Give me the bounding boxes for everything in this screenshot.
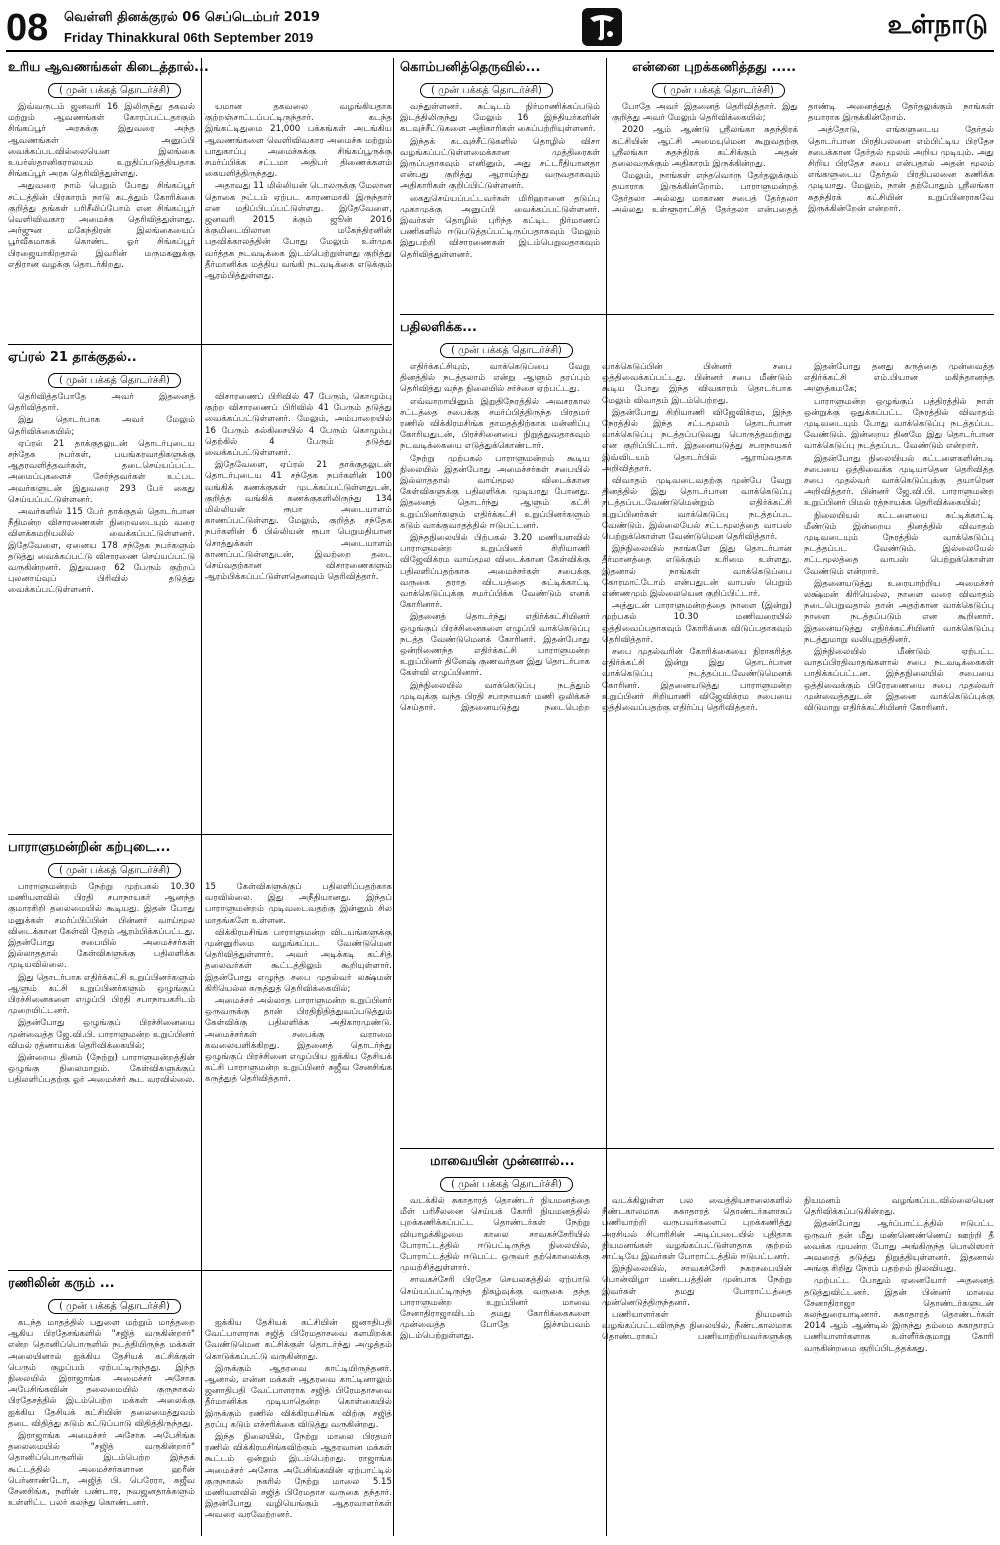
paragraph: இதேவேளை, ஏப்ரல் 21 தாக்குதலுடன் தொடர்புடைய 41 சந்தேக நபர்களின் 100 வங்கிக் கணக்குகள் முடக்கப்பட்டுள்ளதுடன், குறித்த வங்கிக் கணக்குகளிலிருந்து 134 மில்லியன் ரூபா அடையாளம் காணப்பட்டுள்ளது. மேலும், குறித்த சந்தேக நபர்களின் 6 பில்லியன் ரூபா பெறுமதியான சொத்துக்கள் அடையாளம் காணப்பட்டுள்ளதுடன், இவற்றை தடை செய்வதற்கான விசாரணைகளும் ஆரம்பிக்கப்பட்டுள்ளதெனவும் தெரிவித்தார்.: [205, 460, 392, 583]
paragraph: நிலையியல் கட்டளையை சுட்டிக்காட்டி மீண்டும் இன்றைய தினத்தில் விவாதம் முடிவடையும் நேரத்தில் வாக்கெடுப்பு நடத்தப்பட வேண்டும். இல்லையேல் சட்டமூலத்தை வாபஸ் பெற்றுக்கொள்ள வேண்டும் என்றார்.: [804, 510, 994, 577]
thinakkural-logo-icon: [582, 8, 622, 46]
paragraph: கைதுசெய்யப்பட்டவர்கள் மிரிஹானை தடுப்பு முகாமுக்கு அனுப்பி வைக்கப்பட்டுள்ளனர். இவர்கள் தொழில் புரிந்த கட்டிட நிர்மாணப் பணிகளில் ஈடுபடுத்தப்பட்டிருப்பதாகவும் மேலும் இதுபற்றி விசாரணைகள் இடம்பெறுவதாகவும் தெரிவித்துள்ளனர்.: [400, 193, 600, 260]
paragraph: நேற்று முற்பகல் பாராளுமன்றம் கூடிய நிலையில் இதன்போது அமைச்சர்கள் சபையில் இல்லாததால் வாய்மூல விடைக்கான கேள்விகளுக்கு பதிலளிக்க முடியாது போனது. இதனைத் தொடர்ந்து ஆளும் கட்சி உறுப்பினர்களும் எதிர்க்கட்சி உறுப்பினர்களும் கடும் வாக்குவாதத்தில் ஈடுபட்டனர்.: [400, 453, 590, 531]
paragraph: இந்நிலையில் நாங்களே இது தொடர்பான தீர்மானத்தை எடுக்கும் உரிமை உள்ளது. இதனால் நாங்கள் வாக்கெடுப்பை கோரமாட்டோம் என்பதுடன் வாபஸ் பெறும் எண்ணமும் இல்லையென குறிப்பிட்டார்.: [602, 544, 792, 600]
paragraph: அதுவரை நாம் பெறும் போது சிங்கப்பூர் சட்டத்தின் பிரகாரம் நாடு கடத்தும் கோரிக்கை குறித்து தங்கள் பரிசீலிப்போம் என சிங்கப்பூர் வெளிவிவகார அமைச்சு தெரிவித்துள்ளது. அர்ஜுன மகேந்திரன் இலங்கையைப் பூர்வீகமாகக் கொண்ட ஓர் சிங்கப்பூர் பிரஜையாகிறதால் இவரின் மருமகனுக்கு எதிரான வழக்கு தொடர்கிறது.: [8, 181, 195, 270]
paragraph: ஏப்ரல் 21 தாக்குதலுடன் தொடர்புடைய சந்தேக நபர்கள், பயங்கரவாதிகளுக்கு ஆதரவளித்தவர்கள், தடைசெய்யப்பட்ட அமைப்புகளைச் சேர்ந்தவர்கள் உட்பட அவர்களுடன் இதுவரை 293 பேர் கைது செய்யப்பட்டுள்ளனர்.: [8, 438, 195, 505]
paragraph: தெரிவித்தபோதே அவர் இதனைத் தெரிவித்தார்.: [8, 392, 195, 414]
paragraph: விசாரணைப் பிரிவில் 47 பேரும், கொழும்பு குற்ற விசாரணைப் பிரிவில் 41 பேரும் தடுத்து வைக்கப்பட்டுள்ளனர். மேலும், அம்பாறையில் 16 பேரும் கல்கிசையில் 4 பேரும் கொழும்பு தெற்கில் 4 பேரும் தடுத்து வைக்கப்பட்டுள்ளனர்.: [205, 392, 392, 459]
paragraph: இந்த நிலையில், நேற்று மாலை பிரதமர் ரணில் விக்கிரமசிங்கவிற்கும் ஆதரவான மக்கள் கூட்டம் ஒன்றும் இடம்பெற்றது. ராஜாங்க அமைச்சர் அசோக அபேசிங்கவின் ஏற்பாட்டில் குருநாகல் நகரில் நேற்று மாலை 5.15 மணியளவில் சஜித் பிரேமதாச வருகை தந்தார். இதன்போது வழியெங்கும் ஆதரவாளர்கள் அவரை வரவேற்றனர்.: [205, 1432, 392, 1521]
paragraph: மேலும், நாங்கள் எந்தவொரு தேர்தலுக்கும் தயாராக இருக்கின்றோம். பாராளுமன்றத் தேர்தலா அல்லது மாகாண சபைத் தேர்தலா அல்லது உள்ளூராட்சித் தேர்தலா என்பதைத் தாண்டி அனைத்துத் தேர்தலுக்கும் நாங்கள் தயாராக இருக்கின்றோம்.: [612, 102, 994, 215]
paragraph: வடக்கிலுள்ள பல வைத்தியசாலைகளில் நீண்டகாலமாக சுகாதாரத் தொண்டர்களாகப் பணியாற்றி வருபவர்களைப் புறக்கணித்து அரசியல் சிபாரிசின் அடிப்படையில் புதிதாக நியமனங்கள் வழங்கப்பட்டுள்ளதாக குற்றம் சாட்டியே இவர்கள் போராட்டத்தில் ஈடுபட்டனர்.: [602, 1196, 792, 1263]
column-rule: [393, 58, 394, 1536]
continued-label: ( முன் பக்கத் தொடர்ச்சி): [420, 83, 553, 98]
paragraph: யமான தகவலை வழங்கியதாக குற்றஞ்சாட்டப்பட்டிருந்தார். கடந்த இங்கட்டிதுமை 21,000 பக்கங்கள் அடங்கிய ஆவணங்களை வெளிவிவகார அமைச்சு மற்றும் பாதுகாப்பு அமைச்சுக்கு சிங்கப்பூருக்கு சமர்ப்பிக்க சட்டமா அதிபர் திணைக்களம் கையளித்திருந்தது.: [205, 102, 392, 180]
continued-label: ( முன் பக்கத் தொடர்ச்சி): [440, 343, 573, 358]
paragraph: இந்தக் கடவுச்சீட்டுகளில் தொழில் விசா வழங்கப்பட்டுள்ளமைக்கான முத்திரைகள் இருப்பதாகவும் எனினும், அது சட்டரீதியானதா என்பது குறித்து ஆராய்ந்து வருவதாகவும் அதிகாரிகள் குறிப்பிட்டுள்ளனர்.: [400, 136, 600, 192]
paragraph: 2020 ஆம் ஆண்டு ஸ்ரீலங்கா சுதந்திரக் கட்சியின் ஆட்சி அமையுமென கூறுவதற்கு ஸ்ரீலங்கா சுதந்திரக் கட்சிக்கும் அதன் தலைவருக்கும் அதிகாரம் இருக்கின்றது.: [612, 125, 798, 170]
continued-label: ( முன் பக்கத் தொடர்ச்சி): [48, 83, 181, 98]
paragraph: இது தொடர்பாக எதிர்க்கட்சி உறுப்பினர்களும் ஆளும் கட்சி உறுப்பினர்களும் ஒழுங்குப் பிரச்சினைகளை எழுப்பி பிரதி சபாநாயகரிடம் முறையிட்டனர்.: [8, 972, 195, 1017]
article-ennai: [612, 60, 994, 310]
article-april21: [8, 350, 392, 832]
paragraph: எதிர்க்கட்சியும், வாக்கெடுப்பை வேறு தினத்தில் நடத்தலாம் என்று ஆளும் தரப்பும் தெரிவித்து வந்த நிலையில் சர்ச்சை ஏற்பட்டது.: [400, 362, 590, 395]
paragraph: அமைச்சர் அல்லாத பாராளுமன்ற உறுப்பினர் ஒருவருக்கு தான் பிரதிநிதித்துவப்படுத்தும் கேள்விக்கு பதிலளிக்க அதிகாரமுண்டு. அமைச்சர்கள் சபைக்கு வராமை கவலையளிக்கிறது. இதனைத் தொடர்ந்து ஒழுங்குப் பிரச்சினை எழுப்பிய ஐக்கிய தேசியக் கட்சி பாராளுமன்ற உறுப்பினர் சுஜீவ சேனசிங்க கருத்துத் தெரிவித்தார்.: [205, 996, 392, 1085]
paragraph: வடக்கில் சுகாதாரத் தொண்டர் நியமனத்தை மீள் பரிசீலனை செய்யக் கோரி நியமனத்தில் புறக்கணிக்கப்பட்ட தொண்டர்கள் நேற்று வியாழக்கிழமை காலை சாவகச்சேரியில் போராட்டத்தில் ஈடுபட்டிருந்த நிலையில், போராட்டத்தில் ஈடுபட்ட ஒருவர் தற்கொலைக்கு முயற்சித்துள்ளார்.: [400, 1196, 590, 1274]
continued-label: ( முன் பக்கத் தொடர்ச்சி): [440, 1177, 573, 1192]
article-body: [400, 102, 600, 261]
paragraph: முற்பட்ட போதும் ஏனையோர் அதனைத் தடுத்துவிட்டனர். இதன் பின்னர் மாவை சேனாதிராஜா தொண்டர்களுடன் கலந்துரையாடினார். சுகாதாரத் தொண்டர்கள் 2014 ஆம் ஆண்டில் இருந்து தம்மை சுகாதாரப் பணியாளர்களாக உள்ளீர்க்குமாறு கோரி வருகின்றமை குறிப்பிடத்தக்கது.: [804, 1276, 994, 1354]
paragraph: அத்துடன் பாராளுமன்றத்தை நாளை (இன்று) முற்பகல் 10.30 மணிவரையில் ஒத்திவைப்பதாகவும் கோரிக்கை விடுப்பதாகவும் தெரிவித்தார்.: [602, 601, 792, 645]
article-body: [8, 1318, 392, 1522]
article-maavai: [400, 1154, 994, 1538]
paragraph: விக்கிரமசிங்க பாராளுமன்ற விடயங்களுக்கு முன்னுரிமை வழங்கப்பட வேண்டுமென தெரிவித்துள்ளார். அவர் அடிக்கடி கட்சித் தலைவர்கள் கூட்டத்திலும் கூறியுள்ளார். இதன்போது எழுந்த சபை முதல்வர் லக்ஷ்மன் கிரியெல்ல கருத்துத் தெரிவிக்கையில்;: [205, 927, 392, 994]
paragraph: அவர்களில் 115 பேர் தாக்குதல் தொடர்பான நீதிமன்ற விசாரணைகள் நிறைவடையும் வரை விளக்கமறியலில் வைக்கப்பட்டுள்ளனர். இதேவேளை, ஏனைய 178 சந்தேக நபர்களும் தடுத்து வைக்கப்பட்டு விசாரணை செய்யப்பட்டு வருகின்றனர். இதுவரை 62 பேரும் குற்றப் புலனாய்வுப் பிரிவில் தடுத்து வைக்கப்பட்டுள்ளனர்.: [8, 507, 195, 596]
paragraph: இதன்போது ஆர்ப்பாட்டத்தில் ஈடுபட்ட ஒருவர் தன் மீது மண்ணெண்ணெய் ஊற்றி தீ வைக்க முயன்ற போது அங்கிருந்த பொலிஸார் அவரைத் தடுத்து நிறுத்தியுள்ளனர். இதனால் அங்கு சிறிது நேரம் பதற்றம் நிலவியது.: [804, 1219, 994, 1275]
paragraph: இதனையடுத்து உரையாற்றிய அமைச்சர் லக்ஷ்மன் கிரியெல்ல, நாளை வரை விவாதம் நடைபெறுவதால் தான் அதற்கான வாக்கெடுப்பு நாளை நடத்தப்படும் என கூறினார். இதனையடுத்து எதிர்க்கட்சியினர் வாக்கெடுப்பு நடத்துமாறு வலியுறுத்தினர்.: [804, 578, 994, 645]
paragraph: இந்நிலையில் வாக்கெடுப்பு நடத்தும் முடிவுக்கு வந்த பிரதி சபாநாயகர் மணி ஒலிக்கச் செய்தார். இதனையடுத்து நடைபெற்ற வாக்கெடுப்பின் பின்னர் சபை ஒத்திவைக்கப்பட்டது. பின்னர் சபை மீண்டும் கூடிய போது இந்த விவகாரம் தொடர்பாக மேலும் விவாதம் இடம்பெற்றது.: [400, 362, 792, 714]
article-body: [400, 1196, 994, 1355]
paragraph: விவாதம் முடிவடைவதற்கு முன்பே வேறு தினத்தில் இது தொடர்பான வாக்கெடுப்பு நடத்தப்படவேண்டுமென்றும் எதிர்க்கட்சி உறுப்பினர்கள் வாக்கெடுப்பு நடத்தப்பட வேண்டும். இல்லையேல் சட்டமூலத்தை வாபஸ் பெற்றுக்கொள்ள வேண்டுமென தெரிவித்தார்.: [602, 476, 792, 543]
article-body: [8, 392, 392, 597]
continued-label: ( முன் பக்கத் தொடர்ச்சி): [48, 373, 181, 388]
headline: ரணிலின் கரும் ...: [8, 1276, 115, 1291]
paragraph: இராஜாங்க அமைச்சர் அசோக அபேசிங்க தலைமையில் "சஜித் வருகின்றார்" தொனிப்பொருளில் இடம்பெற்ற இந்தக் கூட்டத்தில் அமைச்சர்களான ஹரீன் பெர்னாண்டோ, அஜித் பி. பெரேரா, சுஜீவ சேனசிங்க, நளின் பண்டார, நவஜனதாக்களும் உள்ளிட்ட பலர் கலந்து கொண்டனர்.: [8, 1431, 195, 1509]
paragraph: பாராளுமன்றம் நேற்று முற்பகல் 10.30 மணியளவில் பிரதி சபாநாயகர் ஆனந்த குமாரசிறி தலைமையில் கூடியது. இதன் போது மனுக்கள் சமர்ப்பிப்பின் பின்னர் வாய்மூல விடைக்கான கேள்வி நேரம் ஆரம்பிக்கப்பட்டது. இதன்போது சபையில் அமைச்சர்கள் இல்லாததால் கேள்விகளுக்கு பதிலளிக்க முடியவில்லை.: [8, 882, 195, 971]
paragraph: போதே அவர் இதனைத் தெரிவித்தார். இது குறித்து அவர் மேலும் தெரிவிக்கையில்;: [612, 102, 798, 124]
paragraph: இன்றைய தினம் (நேற்று) பாராளுமன்றத்தின் ஒழுங்கு நிலைமாறும். கேள்விகளுக்குப் பதிலளிப்பதற்கு ஓர் அமைச்சர் கூட வரவில்லை. 15 கேள்விகளுக்குப் பதிலளிப்பதற்காக வரவில்லை. இது அநீதியானது. இந்தப் பாராளுமன்றம் முடிவடைவதற்கு இன்னும் சில மாதங்களே உள்ளன.: [8, 882, 392, 1086]
article-kompanithteru: [400, 60, 600, 310]
paragraph: கடந்த மாதத்தில் பதுளை மற்றும் மாத்தறை ஆகிய பிரதேசங்களில் "சஜித் வருகின்றார்" என்ற தொனிப்பொருளில் நடத்தியிருந்த மக்கள் அலையினால் ஐக்கிய தேசியக் கட்சிக்குள் பெரும் குழப்பம் ஏற்பட்டிருந்தது. இந்த நிலையில் இராஜாங்க அமைச்சர் அசோக அபேசிங்கவின் தலைமையில் குருநாகல் பிரதேசத்தில் இடம்பெற்ற மக்கள் அலைக்கு ஐக்கிய தேசியக் கட்சியின் தலைமைத்துவம் தடை விதித்து கடும் கட்டுப்பாடு விதித்திருந்தது.: [8, 1318, 195, 1429]
paragraph: இதன்போது தனது கருத்தை முன்வைத்த எதிர்க்கட்சி எம்.பியான மகிந்தானந்த அளுத்கமகே;: [804, 362, 994, 395]
paragraph: வந்துள்ளனர். சுட்டிடம் நிர்மாணிக்கப்படும் இடத்திலிருந்து மேலும் 16 இந்தியர்களின் கடவுச்சீட்டுகளை அதிகாரிகள் கைப்பற்றியுள்ளனர்.: [400, 102, 600, 135]
paragraph: சபை முதல்வரின் கோரிக்கையை நிராகரித்த எதிர்க்கட்சி இன்று இது தொடர்பான வாக்கெடுப்பு நடத்தப்படவேண்டுமெனக் கோரினர். இதனையடுத்து பாராளுமன்ற உறுப்பினர் சிறியாணி விஜேவிக்ரம சபையை ஒத்திவைப்பதற்கு எதிர்ப்பு தெரிவித்தார்.: [602, 647, 792, 714]
article-pathilalikka: [400, 320, 994, 1145]
paragraph: இதன்போது சிறியாணி விஜேவிக்ரம, இந்த நேரத்தில் இந்த சட்டமூலம் தொடர்பான வாக்கெடுப்பு நடத்தப்படுவது பொருத்தமற்றது என குறிப்பிட்டார். இதனையடுத்து சபாநாயகர் இவ்விடயம் தொடர்பில் ஆராய்வதாக அறிவித்தார்.: [602, 407, 792, 474]
paragraph: இதனைத் தொடர்ந்து எதிர்க்கட்சியினர் ஒழுங்குப் பிரச்சினைகளை எழுப்பி வாக்கெடுப்பு நடத்த வேண்டுமெனக் கோரினர். இதன்போது ஒன்றிணைந்த எதிர்க்கட்சி பாராளுமன்ற உறுப்பினர் தினேஷ் குணவர்தன இது தொடர்பாக கேள்வி எழுப்பினார்.: [400, 612, 590, 679]
paragraph: எவ்வாறாயினும் இறுதிநேரத்தில் அவசரகால சட்டத்தை சபைக்கு சமர்ப்பித்திருந்த பிரதமர் ரணில் விக்கிரமசிங்க தாமதத்திற்காக மன்னிப்பு கோரியதுடன், பிரச்சினையை நிறுத்துவதாகவும் நடவடிக்கையை எடுத்துக்கொண்டார்.: [400, 396, 590, 452]
paragraph: இவ்வருடம் ஜனவரி 16 இலிருந்து தகவல் மற்றும் ஆவணங்கள் கோரப்பட்டதாகும் சிங்கப்பூர் அரசுக்கு இதுவரை அந்த ஆவணங்கள் அனுப்பி வைக்கப்படவில்லையென இலங்கை உயர்ஸ்தானிகராலயம் உறுதிப்படுத்தியதாக சிங்கப்பூர் அரசு தெரிவித்துள்ளது.: [8, 102, 195, 180]
divider: [400, 1148, 994, 1149]
paragraph: இந்நிலையில், சாவகச்சேரி நகரசபையின் பொன்விழா மண்டபத்தின் முன்பாக நேற்று இவர்கள் தமது போராட்டத்தை முன்னெடுத்திருந்தனர்.: [602, 1264, 792, 1308]
headline: கொம்பனித்தெருவில்...: [400, 60, 541, 75]
article-uriya: [8, 60, 392, 342]
article-body: [612, 102, 994, 216]
continued-label: ( முன் பக்கத் தொடர்ச்சி): [48, 863, 181, 878]
article-body: [8, 102, 392, 282]
paragraph: ஐக்கிய தேசியக் கட்சியின் ஜனாதிபதி வேட்பாளராக சஜித் பிரேமதாசவை களமிறக்க வேண்டுமென கட்சிக்குள் தொடர்ந்து அழுத்தம் கொடுக்கப்பட்டு வருகின்றது.: [205, 1318, 392, 1362]
headline: பதிலளிக்க...: [400, 320, 477, 335]
headline: மாவையின் முன்னால்...: [430, 1154, 575, 1169]
english-dateline: Friday Thinakkural 06th September 2019: [64, 30, 314, 45]
divider: [8, 1270, 392, 1271]
paragraph: அத்தோடு, எங்களுடைய தேர்தல் தொடர்பான பிரதிபலனை எம்பிட்டிய பிரதேச சபைக்கான தேர்தல் மூலம் அறிய முடியும். அது சிறிய பிரதேச சபை என்பதால் அதன் மூலம் எங்களுடைய தேர்தல் பிரதிபலனை கணிக்க முடியாது. மேலும், நான் தற்போதும் ஸ்ரீலங்கா சுதந்திரக் கட்சியின் உறுப்பினராகவே இருக்கின்றேன் என்றார்.: [808, 125, 994, 214]
paragraph: இதன்போது நிலையியல் கட்டளைகளின்படி சபையை ஒத்திவைக்க முடியாதென தெரிவித்த சபை முதல்வர் வாக்கெடுப்புக்கு தயாரென அறிவித்தார். பின்னர் ஜே.வி.பி. பாராளுமன்ற உறுப்பினர் பிமல் ரத்நாயக்க தெரிவிக்கையில்;: [804, 453, 994, 509]
paragraph: சாவகச்சேரி பிரதேச செயலகத்தில் ஏற்பாடு செய்யப்பட்டிருந்த நிகழ்வுக்கு வருகை தந்த பாராளுமன்ற உறுப்பினர் மாவை சேனாதிராஜாவிடம் தமது கோரிக்கைகளை முன்வைத்த போதே இச்சம்பவம் இடம்பெற்றுள்ளது.: [400, 1275, 590, 1342]
paragraph: இருக்கும் ஆதரவை காட்டியிருந்தனர். ஆனால், என்ன மக்கள் ஆதரவை காட்டினாலும் ஜனாதிபதி வேட்பாளராக சஜித் பிரேமதாசவை தீர்மானிக்க முடியாதென்ற கொள்கையில் இருக்கும் ரணில் விக்கிரமசிங்க விற்கு சஜித் தரப்பு கடும் எச்சரிக்கை விடுத்து வருகின்றது.: [205, 1363, 392, 1430]
tamil-dateline: வெள்ளி தினக்குரல் 06 செப்டெம்பர் 2019: [64, 10, 320, 25]
paragraph: பணியாளர்கள் நியமனம் வழங்கப்பட்டவிருந்த நிலையில், நீண்டகாலமாக தொண்டராகப் பணியாற்றியவர்களுக்கு நியமனம் வழங்கப்படவில்லையென தெரிவிக்கப்படுகின்றது.: [602, 1196, 994, 1343]
page-number: 08: [6, 7, 49, 49]
article-body: [8, 882, 392, 1087]
section-name: உள்நாடு: [887, 10, 988, 40]
paragraph: இதன்போது ஒழுங்குப் பிரச்சினையை முன்வைத்த ஜே.வி.பி. பாராளுமன்ற உறுப்பினர் விமல் ரத்னாயக்க தெரிவிக்கையில்;: [8, 1018, 195, 1051]
paragraph: இந்நிலையில் மீண்டும் ஏற்பட்ட வாதப்பிரதிவாதங்களால் சபை நடவடிக்கைகள் பாதிக்கப்பட்டன. இந்தநிலையில் சபையை ஒத்திவைக்கும் பிரேரணையை சபை முதல்வர் முன்வைத்ததுடன் இதனை வாக்கெடுப்புக்கு விடுமாறு எதிர்க்கட்சியினர் கோரினர்.: [804, 647, 994, 714]
continued-label: ( முன் பக்கத் தொடர்ச்சி): [652, 83, 785, 98]
article-body: [400, 362, 994, 715]
headline: உரிய ஆவணங்கள் கிடைத்தால்...: [8, 60, 209, 75]
article-parliament: [8, 840, 392, 1268]
divider: [8, 344, 392, 345]
article-ranil: [8, 1276, 392, 1538]
masthead: [6, 6, 994, 52]
paragraph: பாராளுமன்ற ஒழுங்குப் பத்திரத்தில் நாள் ஒன்றுக்கு ஒதுக்கப்பட்ட நேரத்தில் விவாதம் முடிவடையும் போது வாக்கெடுப்பு நடத்தப்பட வேண்டும். இன்றைய தினமே இது தொடர்பான வாக்கெடுப்பு நடத்தப்பட வேண்டும் என்றார்.: [804, 396, 994, 452]
paragraph: அதாவது 11 மில்லியன் டொலருக்கு மேலான தொகை நட்டம் ஏற்பட காரணமாகி இருந்தார் என மதிப்பிடப்பட்டுள்ளது. இதேவேளை, ஜனவரி 2015 க்கும் ஜூன் 2016 க்குமிடையிலான மகேந்திரனின் பதவிக்காலத்தின் போது மேலும் உள்முக வர்த்தக நடவடிக்கை இடம்பெற்றுள்ளது குறித்து தீர்மானிக்க மத்திய வங்கி நடவடிக்கை எடுக்கும் ஆரம்பித்துள்ளது.: [205, 181, 392, 282]
paragraph: இது தொடர்பாக அவர் மேலும் தெரிவிக்கையில்;: [8, 415, 195, 437]
headline: ஏப்ரல் 21 தாக்குதல்..: [8, 350, 137, 365]
divider: [400, 314, 994, 315]
continued-label: ( முன் பக்கத் தொடர்ச்சி): [48, 1299, 181, 1314]
headline: பாராளுமன்றின் கற்புடை...: [8, 840, 171, 855]
paragraph: இந்தநிலையில் பிற்பகல் 3.20 மணியளவில் பாராளுமன்ற உறுப்பினர் சிறியாணி விஜேவிக்ரம வாய்மூல விடைக்கான கேள்விக்கு பதிலளிப்பதற்காக அமைச்சர்கள் சபைக்கு வருகை தராத விடயத்தை சுட்டிக்காட்டி வாக்கெடுப்புக்கு சமர்ப்பிக்க வேண்டும் எனக் கோரினார்.: [400, 533, 590, 611]
divider: [8, 834, 392, 835]
headline: என்னை புறக்கணித்தது .....: [632, 60, 797, 75]
